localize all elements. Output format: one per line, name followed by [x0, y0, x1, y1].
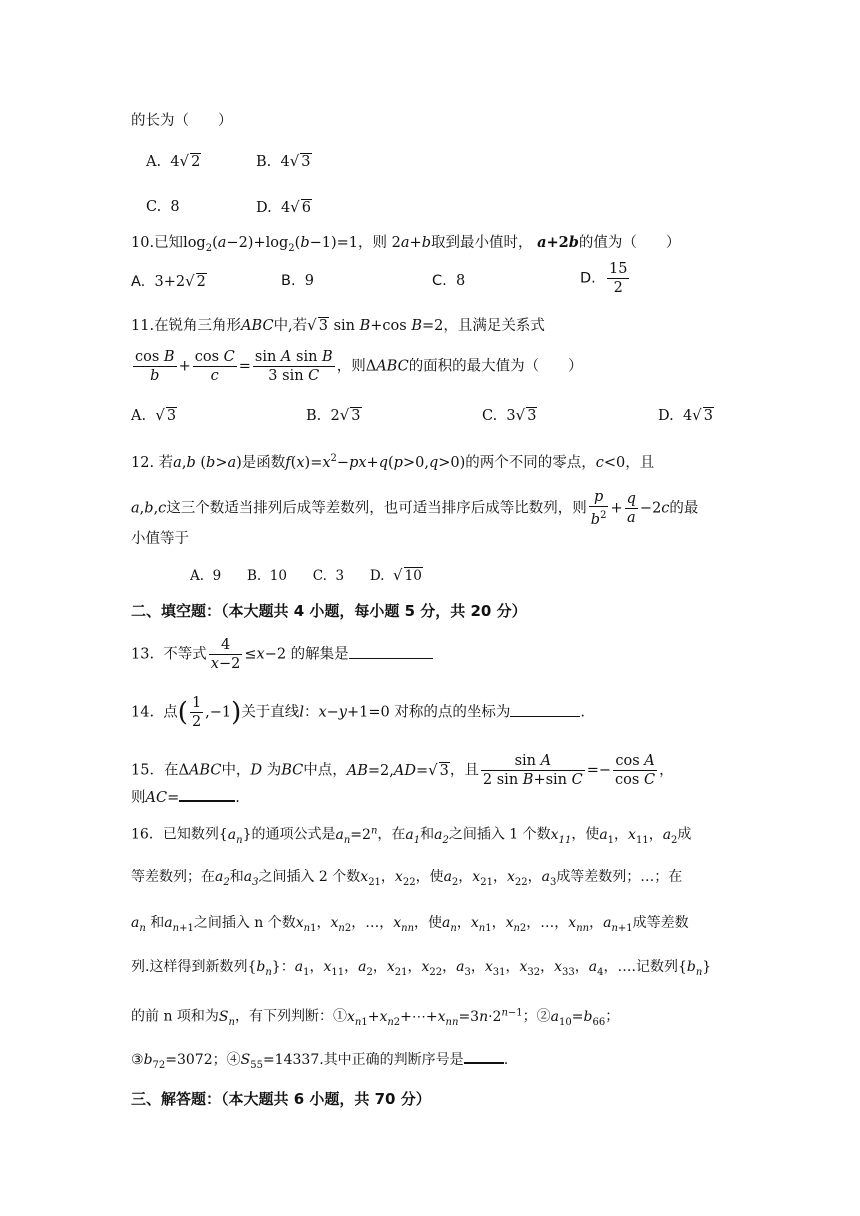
- q11-option-d: D. 4√ 3: [658, 406, 713, 424]
- q12-stem-line2: a,b,c这三个数适当排列后成等差数列，也可适当排序后成等比数列，则 $\frac{p}{b^2}$ + $\frac{q}{a}$ −2c的最: [131, 489, 699, 528]
- q10-stem: 10.已知$\log_2(a-2)+\log_2(b-1)=1$，则 2a+b取到最小值时， a+2b的值为（ ）: [131, 234, 681, 254]
- section-3-heading: 三、解答题：（本大题共 6 小题，共 70 分）: [131, 1090, 431, 1108]
- q10-option-c: C. 8: [432, 273, 466, 289]
- q11-option-a: A. √ 3: [131, 406, 177, 424]
- q16-line5: 的前 n 项和为$S_n$，有下列判断：$①x_{n1}+x_{n2}+\cdots+x_{nn}=3n\cdot 2^{n-1}$；$②a_{10}=b_{66}$；: [131, 1007, 620, 1028]
- q9-tail-text: 的长为（ ）: [131, 113, 233, 129]
- section-2-heading: 二、填空题：（本大题共 4 小题，每小题 5 分，共 20 分）: [131, 602, 527, 620]
- q16-line4: 列.这样得到新数列$\{b_n\}$：$a_1$，$x_{11}$，$a_2$，$x_{21}$，$x_{22}$，$a_3$，$x_{31}$，$x_{32}$，$x_{33}$，$a_4$，….记数列$\{b_n\}$: [131, 959, 712, 978]
- q12-options: A. 9 B. 10 C. 3 D. √ 10: [190, 566, 422, 584]
- q16-line3: $a_n$ 和$a_{n+1}$之间插入 n 个数$x_{n1}$，$x_{n2}$，…，$x_{nn}$，使$a_n$，$x_{n1}$，$x_{n2}$，…，$x_{nn}$，$a_{n+1}$成等差数: [131, 915, 689, 934]
- q12-stem-line1: 12. 若a,b (b>a)是函数$f(x)=x^2-px+q(p>0,q>0)$的两个不同的零点，c<0，且: [131, 453, 655, 471]
- q11-option-c: C. 3√ 3: [482, 406, 537, 424]
- q16-line6: $③b_{72}=3072$；$④S_{55}=14337$.其中正确的判断序号是 .: [131, 1048, 508, 1077]
- q11-stem-line2: $\frac{\text{cos B}}{b}$ + $\frac{\text{cos C}}{c}$ = $\frac{\text{sin A sin B}}{\text{3 sin C}}$ ，则ΔABC的面积的最大值为（ ）: [135, 349, 583, 384]
- q16-line1: 16．已知数列$\{a_n\}$的通项公式是$a_n=2^n$，在$a_1$和$a_2$之间插入 1 个数$x_{11}$，使$a_1$，$x_{11}$，$a_2$成: [131, 825, 692, 846]
- q11-stem-line1: 11.在锐角三角形ABC中,若√ 3 sin B+cos B=2，且满足关系式: [131, 316, 545, 334]
- q11-option-b: B. 2√ 3: [306, 406, 361, 424]
- q16-line2: 等差数列；在$a_2$和$a_3$之间插入 2 个数$x_{21}$，$x_{22}$，使$a_2$，$x_{21}$，$x_{22}$，$a_3$成等差数列；…；在: [131, 869, 683, 888]
- q14-stem: 14. 点( $\frac{1}{2}$ ,−1)关于直线l：x−y+1=0 对称的点的坐标为 .: [131, 695, 585, 730]
- q9-option-d: D. 4√ 6: [256, 198, 311, 216]
- q10-option-a: A. 3+2√ 2: [131, 272, 206, 290]
- q9-option-a: A. 4√ 2: [146, 152, 201, 170]
- q15-stem-line1: 15．在ΔABC中，D 为BC中点，AB=2,AD=√ 3，且 $\frac{\text{sin A}}{\text{2 sin B+sin C}}$ =− $\frac{\text{cos A}}{\text{cos C}}$ ，: [131, 753, 674, 788]
- q10-option-b: B. 9: [281, 273, 315, 289]
- q15-stem-line2: 则AC= .: [131, 786, 240, 809]
- q12-stem-line3: 小值等于: [131, 531, 189, 547]
- q13-stem: 13. 不等式 $\frac{4}{x-2}$ ≤x−2 的解集是: [131, 636, 433, 673]
- q10-option-d: D. $\frac{15}{2}$: [580, 261, 628, 296]
- q9-option-c: C. 8: [146, 199, 180, 215]
- q9-option-b: B. 4√ 3: [256, 152, 311, 170]
